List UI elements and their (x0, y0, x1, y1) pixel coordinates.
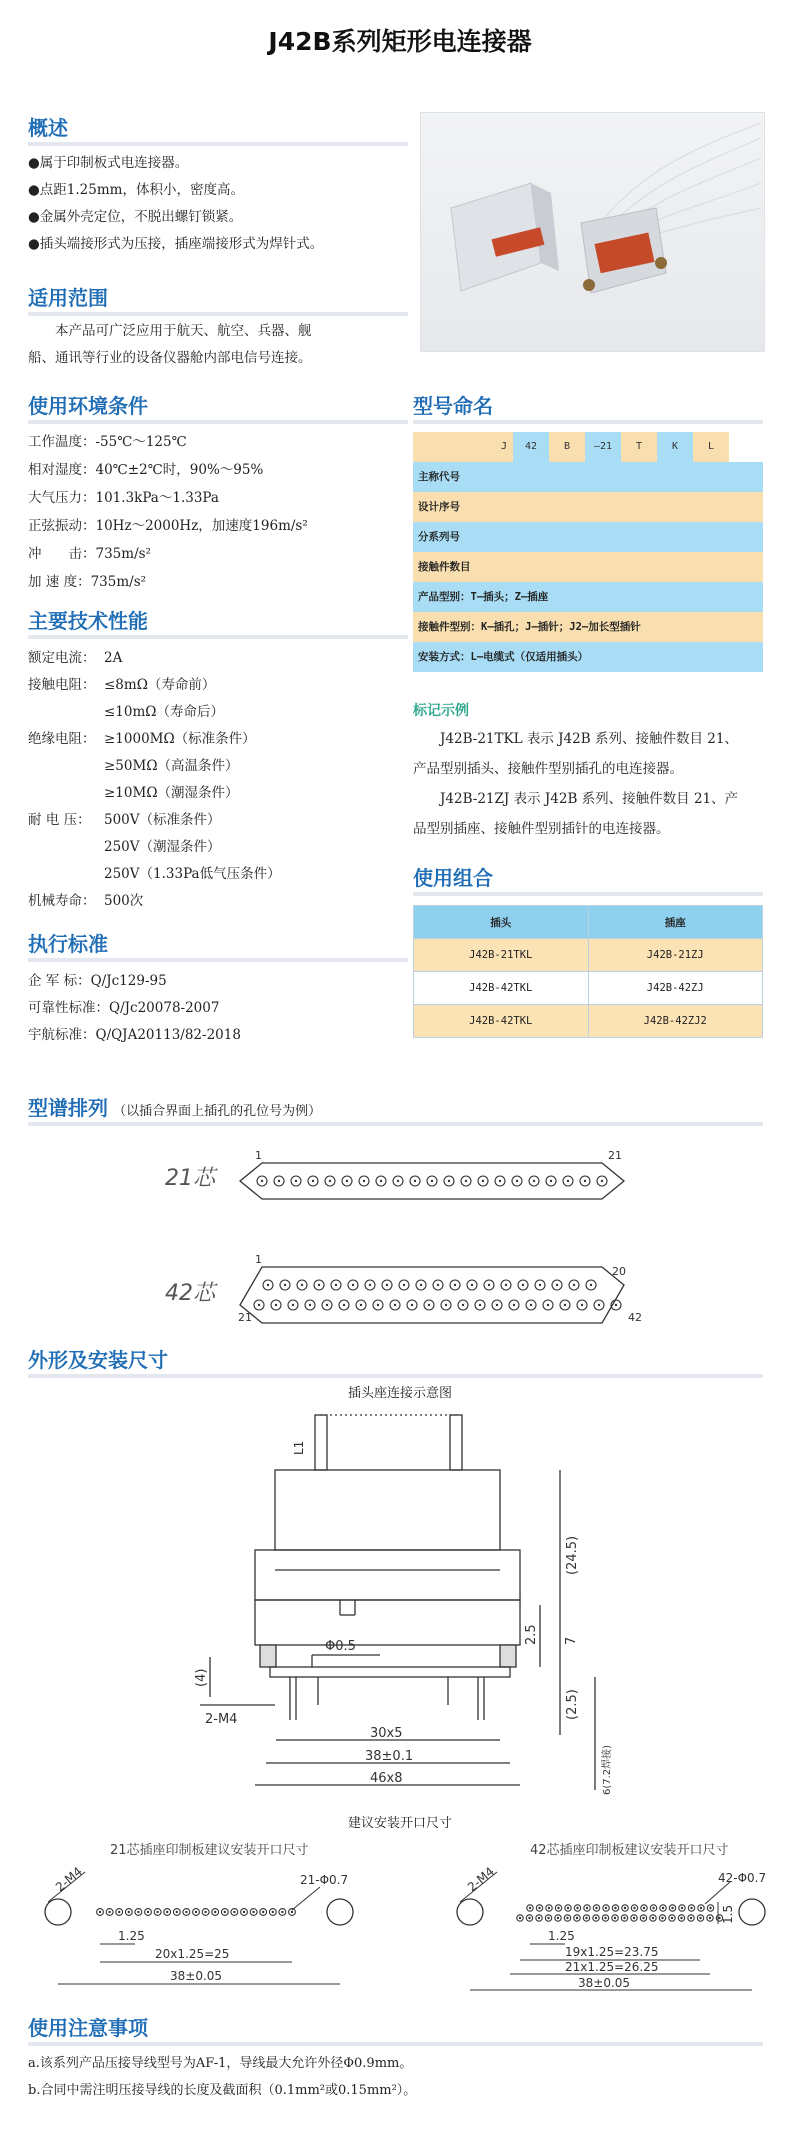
divider (28, 312, 408, 316)
pin-dot (360, 1304, 362, 1306)
pin-dot (233, 1911, 235, 1913)
pin-dot (156, 1911, 158, 1913)
c42-total: 38±0.05 (578, 1976, 631, 1990)
pin-dot (278, 1180, 280, 1182)
dims-caption2: 建议安装开口尺寸 (347, 1816, 452, 1831)
dim-245: (24.5) (565, 1535, 580, 1575)
c21-pcb-title: 21芯插座印制板建议安装开口尺寸 (110, 1843, 309, 1858)
naming-heading: 型号命名 (413, 394, 493, 418)
pin-dot (195, 1911, 197, 1913)
pin-dot (573, 1284, 575, 1286)
combo-table (413, 905, 763, 1038)
note-line: b.合同中需注明压接导线的长度及截面积（0.1mm²或0.15mm²）。 (28, 2083, 417, 2098)
pin-dot (576, 1907, 578, 1909)
naming-table (413, 432, 763, 672)
divider (28, 420, 408, 424)
pin-dot (309, 1304, 311, 1306)
pin-dot (437, 1284, 439, 1286)
pin-dot (224, 1911, 226, 1913)
pin-dot (595, 1907, 597, 1909)
c21-holes: 21-Φ0.7 (300, 1873, 349, 1887)
env-row: 大气压力：101.3kPa～1.33Pa (28, 490, 219, 506)
divider (413, 420, 763, 424)
pin-dot (262, 1911, 264, 1913)
pin-dot (598, 1304, 600, 1306)
c21-label: 21芯 (165, 1166, 215, 1191)
pin-dot (614, 1917, 616, 1919)
pin-dot (567, 1180, 569, 1182)
pin-dot (343, 1304, 345, 1306)
c21-pins (257, 1176, 607, 1186)
pin-dot (301, 1284, 303, 1286)
divider (28, 142, 408, 146)
text-line: J42B-21TKL 表示 J42B 系列、接触件数目 21、 (413, 731, 738, 747)
pin-dot (128, 1911, 130, 1913)
pin-dot (275, 1304, 277, 1306)
tech-row: 机械寿命： 500次 (28, 893, 144, 909)
overview-heading: 概述 (28, 116, 68, 140)
dim-4: (4) (194, 1668, 209, 1687)
env-row: 冲 击：735m/s² (28, 546, 151, 562)
pin-dot (604, 1917, 606, 1919)
dims-caption1: 插头座连接示意图 (347, 1386, 452, 1401)
pin-dot (291, 1911, 293, 1913)
pin-dot (403, 1284, 405, 1286)
overview-list (28, 150, 418, 258)
pin-dot (530, 1304, 532, 1306)
pin-dot (623, 1917, 625, 1919)
dim-7: 7 (564, 1636, 579, 1645)
pin-dot (671, 1917, 673, 1919)
c42-span1: 19x1.25=23.75 (565, 1945, 659, 1959)
pin-layout-diagram (0, 1125, 800, 1335)
list-item: ●金属外壳定位，不脱出螺钉锁紧。 (28, 209, 243, 225)
note-line: a.该系列产品压接导线型号为AF-1，导线最大允许外径Φ0.9mm。 (28, 2056, 413, 2071)
pin-dot (414, 1180, 416, 1182)
pin-dot (108, 1911, 110, 1913)
pin-dot (281, 1911, 283, 1913)
example-text (413, 724, 768, 844)
divider (28, 2042, 763, 2046)
pin-dot (454, 1284, 456, 1286)
text-line: 品型别插座、接触件型别插针的电连接器。 (413, 821, 670, 837)
naming-row: 分系列号 (413, 522, 763, 552)
pin-dot (652, 1907, 654, 1909)
dim-l1: L1 (292, 1440, 306, 1455)
naming-row: 接触件数目 (413, 552, 763, 582)
tech-row: 接触电阻： ≤8mΩ（寿命前） (28, 677, 216, 693)
pin-dot (548, 1907, 550, 1909)
pin-dot (326, 1304, 328, 1306)
scope-text (28, 318, 418, 372)
text-line: J42B-21ZJ 表示 J42B 系列、接触件数目 21、产 (413, 791, 739, 807)
c42-shell (240, 1267, 624, 1323)
pin-dot (529, 1907, 531, 1909)
pin-dot (411, 1304, 413, 1306)
dim-25: 2.5 (524, 1624, 539, 1645)
page-title: J42B系列矩形电连接器 (268, 27, 532, 56)
naming-row: 设计序号 (413, 492, 763, 522)
standards-heading: 执行标准 (28, 932, 108, 956)
pin-dot (547, 1304, 549, 1306)
pin-dot (538, 1917, 540, 1919)
pin-dot (479, 1304, 481, 1306)
pin-dot (584, 1180, 586, 1182)
text-line: 船、通讯等行业的设备仪器舱内部电信号连接。 (28, 350, 312, 366)
pin-dot (386, 1284, 388, 1286)
pin-dot (605, 1907, 607, 1909)
pin-dot (533, 1180, 535, 1182)
naming-codes (413, 432, 763, 462)
pin-dot (352, 1284, 354, 1286)
pin-dot (318, 1284, 320, 1286)
c21-total: 38±0.05 (170, 1969, 223, 1983)
pin-dot (700, 1907, 702, 1909)
pin-dot (166, 1911, 168, 1913)
pin-dot (499, 1180, 501, 1182)
dim-25b: (2.5) (565, 1689, 580, 1720)
pin-dot (292, 1304, 294, 1306)
tech-heading: 主要技术性能 (28, 609, 148, 633)
list-item: ●属于印制板式电连接器。 (28, 155, 189, 171)
pin-dot (586, 1907, 588, 1909)
pin-dot (147, 1911, 149, 1913)
pin-dot (522, 1284, 524, 1286)
c42-vpitch: 1.5 (721, 1904, 735, 1924)
pin-dot (661, 1917, 663, 1919)
table-row: J42B-21TKL J42B-21ZJ (414, 939, 763, 972)
pin-dot (519, 1917, 521, 1919)
pin-dot (284, 1284, 286, 1286)
code-cell: B (549, 432, 585, 462)
scope-heading: 适用范围 (28, 286, 108, 310)
pin-dot (624, 1907, 626, 1909)
pcb-cutout-drawings (0, 1832, 800, 2002)
pin-dot (690, 1917, 692, 1919)
pin-dot (99, 1911, 101, 1913)
pin-dot (671, 1907, 673, 1909)
pin-dot (261, 1180, 263, 1182)
std-row: 企 军 标：Q/Jc129-95 (28, 973, 167, 989)
pin-dot (567, 1907, 569, 1909)
pin-dot (680, 1917, 682, 1919)
tech-row: 250V（1.33Pa低气压条件） (104, 866, 281, 882)
pin-dot (185, 1911, 187, 1913)
pin-dot (585, 1917, 587, 1919)
c21-pitch: 1.25 (118, 1929, 145, 1943)
pin-dot (595, 1917, 597, 1919)
c42-label: 42芯 (165, 1281, 215, 1306)
c42-pcb-holes (517, 1905, 723, 1921)
pin-dot (539, 1284, 541, 1286)
naming-row: 主称代号 (413, 462, 763, 492)
pin-dot (329, 1180, 331, 1182)
pin-dot (643, 1907, 645, 1909)
pin-dot (369, 1284, 371, 1286)
pin-dot (377, 1304, 379, 1306)
code-cell: K (657, 432, 693, 462)
env-row: 加 速 度：735m/s² (28, 574, 147, 590)
dim-w30: 30x5 (370, 1726, 403, 1741)
pin-dot (576, 1917, 578, 1919)
tech-row: 绝缘电阻： ≥1000MΩ（标准条件） (28, 731, 256, 747)
standards-list (28, 968, 418, 1049)
example-heading: 标记示例 (413, 703, 469, 719)
table-row: 插头 插座 (414, 906, 763, 939)
env-row: 工作温度：-55℃～125℃ (28, 434, 187, 450)
pin-dot (709, 1907, 711, 1909)
tech-row: 额定电流： 2A (28, 650, 123, 666)
pin-dot (662, 1907, 664, 1909)
pin-dot (615, 1304, 617, 1306)
pin-dot (482, 1180, 484, 1182)
pin-dot (557, 1907, 559, 1909)
tech-row: ≥50MΩ（高温条件） (104, 758, 239, 774)
pin-dot (590, 1284, 592, 1286)
env-row: 相对湿度：40℃±2℃时，90%～95% (28, 462, 264, 478)
pin-dot (267, 1284, 269, 1286)
pin-dot (513, 1304, 515, 1306)
dim-w38: 38±0.1 (365, 1749, 414, 1764)
pin-dot (252, 1911, 254, 1913)
pin-dot (690, 1907, 692, 1909)
list-item: ●点距1.25mm，体积小，密度高。 (28, 182, 244, 198)
pin-dot (528, 1917, 530, 1919)
pin-dot (312, 1180, 314, 1182)
tech-row: ≤10mΩ（寿命后） (104, 704, 224, 720)
connection-drawing (0, 1405, 800, 1805)
pin-dot (471, 1284, 473, 1286)
pin-dot (496, 1304, 498, 1306)
pin-dot (564, 1304, 566, 1306)
product-photo (420, 112, 765, 352)
pin-dot (346, 1180, 348, 1182)
tech-row: ≥10MΩ（潮湿条件） (104, 785, 239, 801)
c21-end: 21 (608, 1149, 622, 1162)
code-cell: T (621, 432, 657, 462)
text-line: 产品型别插头、接触件型别插孔的电连接器。 (413, 761, 683, 777)
pin-dot (272, 1911, 274, 1913)
pin-dot (557, 1917, 559, 1919)
pin-dot (633, 1907, 635, 1909)
pin-dot (652, 1917, 654, 1919)
c42-holes: 42-Φ0.7 (718, 1871, 767, 1885)
pin-dot (204, 1911, 206, 1913)
pin-dot (118, 1911, 120, 1913)
notes-list (28, 2050, 768, 2104)
c42-tr: 20 (612, 1265, 626, 1278)
table-row: J42B-42TKL J42B-42ZJ2 (414, 1005, 763, 1038)
pin-dot (581, 1304, 583, 1306)
c21-start: 1 (255, 1149, 262, 1162)
tech-list (28, 645, 418, 915)
pin-dot (505, 1284, 507, 1286)
pin-dot (516, 1180, 518, 1182)
pin-dot (448, 1180, 450, 1182)
pin-dot (243, 1911, 245, 1913)
dim-side: 6(7.2焊接) (602, 1744, 613, 1795)
pin-dot (709, 1917, 711, 1919)
code-cell: 42 (513, 432, 549, 462)
divider (413, 892, 763, 896)
c42-span2: 21x1.25=26.25 (565, 1960, 659, 1974)
pin-dot (681, 1907, 683, 1909)
text-line: 本产品可广泛应用于航天、航空、兵器、舰 (28, 323, 312, 339)
dim-m4: 2-M4 (205, 1712, 238, 1727)
c21-m4: 2-M4 (52, 1864, 85, 1895)
list-item: ●插头端接形式为压接，插座端接形式为焊针式。 (28, 236, 324, 252)
notes-heading: 使用注意事项 (28, 2016, 148, 2040)
combo-heading: 使用组合 (413, 866, 493, 890)
naming-row: 产品型别：T—插头；Z—插座 (413, 582, 763, 612)
env-row: 正弦振动：10Hz～2000Hz，加速度196m/s² (28, 518, 308, 534)
pin-dot (335, 1284, 337, 1286)
pin-dot (295, 1180, 297, 1182)
code-cell: L (693, 432, 729, 462)
pin-dot (445, 1304, 447, 1306)
layout-note: （以插合界面上插孔的孔位号为例） (113, 1104, 322, 1119)
pin-dot (538, 1907, 540, 1909)
pin-dot (431, 1180, 433, 1182)
pin-dot (258, 1304, 260, 1306)
pin-dot (176, 1911, 178, 1913)
pin-dot (380, 1180, 382, 1182)
dim-w46: 46x8 (370, 1771, 403, 1786)
layout-heading-row (28, 1092, 321, 1121)
pin-dot (462, 1304, 464, 1306)
std-row: 可靠性标准：Q/Jc20078-2007 (28, 1000, 220, 1016)
pin-dot (428, 1304, 430, 1306)
pin-dot (699, 1917, 701, 1919)
pin-dot (614, 1907, 616, 1909)
c42-pitch: 1.25 (548, 1929, 575, 1943)
divider (28, 958, 408, 962)
env-list (28, 428, 418, 596)
pin-dot (397, 1180, 399, 1182)
c42-tl: 1 (255, 1253, 262, 1266)
dims-heading: 外形及安装尺寸 (28, 1348, 168, 1372)
pin-dot (642, 1917, 644, 1919)
c42-m4: 2-M4 (464, 1864, 497, 1895)
pin-dot (601, 1180, 603, 1182)
c42-pins (254, 1280, 621, 1310)
c21-pcb-holes (97, 1909, 296, 1916)
divider (28, 1374, 763, 1378)
dim-d05: Φ0.5 (325, 1639, 356, 1654)
code-cell: J (413, 432, 513, 462)
c42-pcb-title: 42芯插座印制板建议安装开口尺寸 (530, 1843, 729, 1858)
pin-dot (214, 1911, 216, 1913)
pin-dot (556, 1284, 558, 1286)
tech-row: 250V（潮湿条件） (104, 839, 221, 855)
pin-dot (363, 1180, 365, 1182)
env-heading: 使用环境条件 (28, 394, 148, 418)
pin-dot (394, 1304, 396, 1306)
c42-br: 42 (628, 1311, 642, 1324)
naming-row: 接触件型别：K—插孔；J—插针；J2—加长型插针 (413, 612, 763, 642)
pin-dot (566, 1917, 568, 1919)
c21-span: 20x1.25=25 (155, 1947, 230, 1961)
pin-dot (547, 1917, 549, 1919)
c42-bl: 21 (238, 1311, 252, 1324)
pin-dot (465, 1180, 467, 1182)
layout-heading: 型谱排列 (28, 1096, 108, 1120)
pin-dot (550, 1180, 552, 1182)
divider (28, 635, 408, 639)
table-row: J42B-42TKL J42B-42ZJ (414, 972, 763, 1005)
naming-row: 安装方式：L—电缆式（仅适用插头） (413, 642, 763, 672)
pin-dot (633, 1917, 635, 1919)
pin-dot (488, 1284, 490, 1286)
pin-dot (420, 1284, 422, 1286)
code-cell: —21 (585, 432, 621, 462)
pin-dot (137, 1911, 139, 1913)
std-row: 宇航标准：Q/QJA20113/82-2018 (28, 1027, 241, 1043)
tech-row: 耐 电 压： 500V（标准条件） (28, 812, 221, 828)
